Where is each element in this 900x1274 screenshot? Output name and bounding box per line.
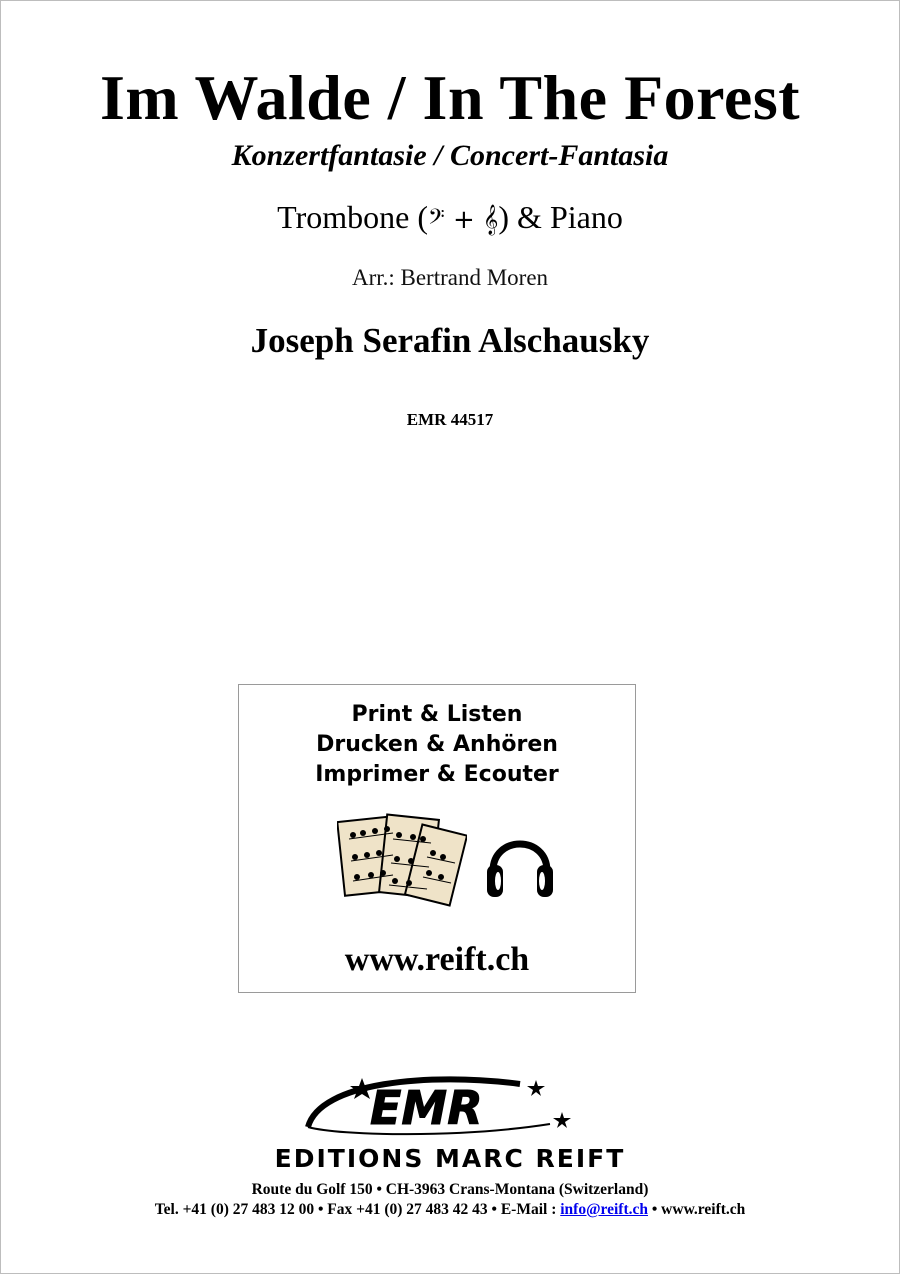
publisher-name: EDITIONS MARC REIFT xyxy=(274,1144,626,1173)
contact-phone-fax: Tel. +41 (0) 27 483 12 00 • Fax +41 (0) 27 483 42 43 • E-Mail : xyxy=(154,1201,561,1218)
page-title: Im Walde / In The Forest xyxy=(99,62,801,133)
svg-text:EMR: EMR xyxy=(370,1081,483,1135)
catalog-code: EMR 44517 xyxy=(406,410,494,429)
composer: Joseph Serafin Alschausky xyxy=(250,321,650,360)
email-link[interactable]: info@reift.ch xyxy=(560,1201,648,1218)
instrumentation-prefix: Trombone ( xyxy=(277,199,428,235)
promo-line-french: Imprimer & Ecouter xyxy=(315,762,559,787)
publisher-address: Route du Golf 150 • CH-3963 Crans-Montana (Switzerland) xyxy=(251,1181,649,1198)
contact-website: • www.reift.ch xyxy=(648,1201,746,1218)
emr-logo xyxy=(300,1072,600,1142)
instrumentation-suffix: ) & Piano xyxy=(498,199,623,235)
instrumentation xyxy=(0,197,900,240)
headphones-icon xyxy=(483,823,557,903)
print-listen-box[interactable] xyxy=(238,684,636,993)
publisher-contact xyxy=(0,1200,900,1220)
sheet-music-icon xyxy=(337,813,467,907)
clef-icons: 𝄢 + 𝄞 xyxy=(427,205,499,235)
promo-website-link[interactable]: www.reift.ch xyxy=(344,941,530,978)
page-subtitle: Konzertfantasie / Concert-Fantasia xyxy=(231,139,669,172)
promo-line-german: Drucken & Anhören xyxy=(316,732,558,757)
promo-line-english: Print & Listen xyxy=(351,702,523,727)
arranger: Arr.: Bertrand Moren xyxy=(351,265,549,290)
